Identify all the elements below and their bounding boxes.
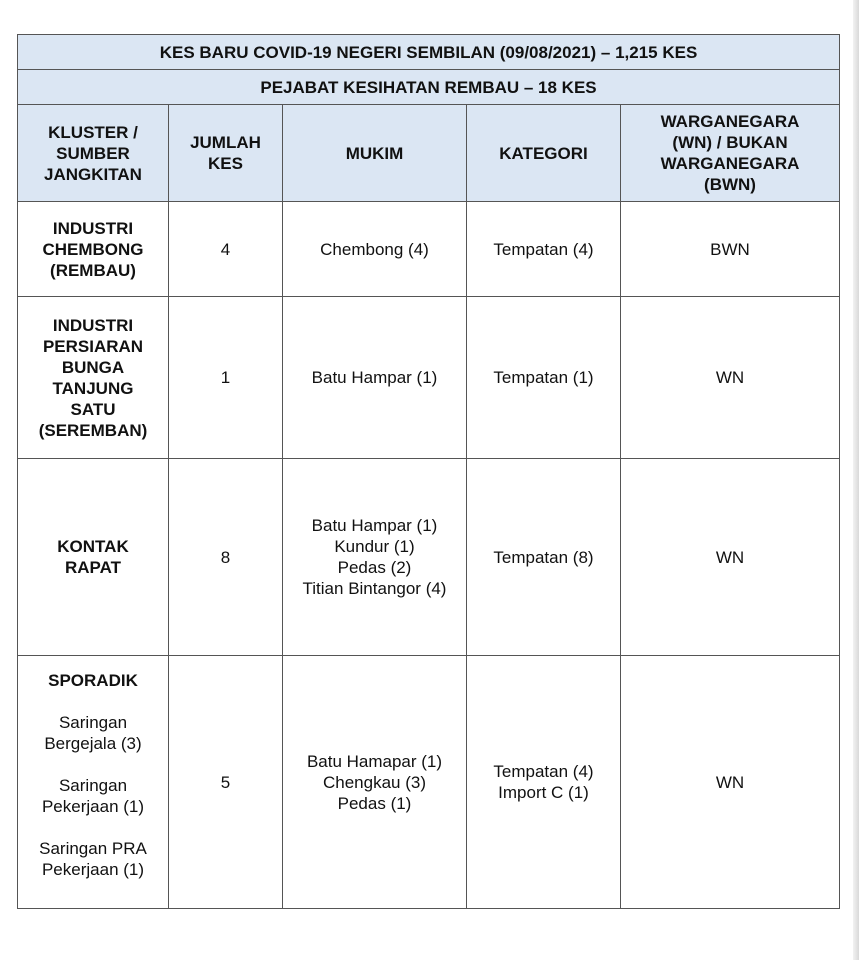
kluster-cell <box>18 297 169 459</box>
table-title: KES BARU COVID-19 NEGERI SEMBILAN (09/08/2021) – 1,215 KES <box>18 35 840 70</box>
table-row <box>18 297 840 459</box>
kluster-sub-line: Saringan <box>58 776 128 795</box>
mukim-entry: Kundur (1) <box>334 537 415 556</box>
wn-cell: WN <box>621 656 840 909</box>
kategori-entry: Tempatan (8) <box>493 547 594 567</box>
kluster-line: (SEREMBAN) <box>38 420 148 440</box>
header-row <box>18 105 840 202</box>
mukim-entry: Pedas (2) <box>337 558 412 577</box>
kategori-entry: Import C (1) <box>498 783 589 802</box>
mukim-cell <box>283 297 467 459</box>
jumlah-cell: 5 <box>169 656 283 909</box>
kategori-entry: Tempatan (1) <box>493 368 594 387</box>
kategori-entry: Tempatan (4) <box>493 762 594 781</box>
header-wn-line: WARGANEGARA <box>660 154 800 173</box>
page-edge <box>853 0 859 960</box>
kluster-line: RAPAT <box>64 558 122 577</box>
kluster-sub-line: Saringan <box>58 713 128 732</box>
mukim-entry: Batu Hamapar (1) <box>306 751 443 771</box>
header-wn-line: WARGANEGARA <box>660 112 800 131</box>
subtitle-row <box>18 70 840 105</box>
wn-cell: WN <box>621 459 840 656</box>
jumlah-cell: 1 <box>169 297 283 459</box>
mukim-entry: Batu Hampar (1) <box>311 516 438 535</box>
table-row <box>18 656 840 909</box>
jumlah-cell: 4 <box>169 202 283 297</box>
kategori-cell <box>467 202 621 297</box>
mukim-cell <box>283 656 467 909</box>
header-wn-line: (WN) / BUKAN <box>672 133 788 152</box>
header-kluster-line: SUMBER <box>56 143 130 163</box>
kluster-cell <box>18 459 169 656</box>
kluster-sub-entry <box>22 712 164 754</box>
header-kluster-line: JANGKITAN <box>44 164 142 184</box>
kluster-line: (REMBAU) <box>50 260 136 280</box>
mukim-entry: Titian Bintangor (4) <box>302 579 447 598</box>
header-jumlah-line: JUMLAH <box>190 133 261 152</box>
header-kluster-line: KLUSTER / <box>48 122 138 142</box>
table-row <box>18 459 840 656</box>
mukim-entry: Chengkau (3) <box>322 772 426 792</box>
kluster-cell <box>18 656 169 909</box>
cases-table <box>17 34 840 909</box>
kategori-cell <box>467 297 621 459</box>
kluster-sub-entry <box>22 838 164 880</box>
kategori-cell <box>467 656 621 909</box>
mukim-entry: Batu Hampar (1) <box>311 368 438 387</box>
table-subtitle: PEJABAT KESIHATAN REMBAU – 18 KES <box>18 70 840 105</box>
kluster-sub-line: Saringan PRA <box>39 839 147 858</box>
header-warganegara <box>621 105 840 202</box>
kategori-cell <box>467 459 621 656</box>
kluster-line: BUNGA <box>61 357 125 377</box>
title-row <box>18 35 840 70</box>
header-kategori: KATEGORI <box>467 105 621 202</box>
kluster-sub-line: Pekerjaan (1) <box>41 860 145 879</box>
kluster-cell <box>18 202 169 297</box>
header-kluster <box>18 105 169 202</box>
wn-cell: BWN <box>621 202 840 297</box>
header-mukim: MUKIM <box>283 105 467 202</box>
header-jumlah <box>169 105 283 202</box>
kluster-line: TANJUNG <box>52 378 134 398</box>
kluster-sub-line: Bergejala (3) <box>44 734 142 753</box>
wn-cell: WN <box>621 297 840 459</box>
kluster-line: CHEMBONG <box>42 239 144 259</box>
kluster-label: SPORADIK <box>48 671 138 690</box>
header-wn-line: (BWN) <box>704 175 756 194</box>
kluster-sub-entry <box>22 775 164 817</box>
mukim-entry: Pedas (1) <box>337 793 412 813</box>
kluster-line: KONTAK <box>57 537 129 556</box>
kategori-entry: Tempatan (4) <box>493 239 594 259</box>
table-row <box>18 202 840 297</box>
kluster-line: INDUSTRI <box>52 218 134 238</box>
kluster-sub-line: Pekerjaan (1) <box>41 797 145 816</box>
kluster-line: INDUSTRI <box>52 315 134 335</box>
mukim-cell <box>283 459 467 656</box>
jumlah-cell: 8 <box>169 459 283 656</box>
mukim-entry: Chembong (4) <box>320 239 429 259</box>
kluster-line: SATU <box>70 399 116 419</box>
header-jumlah-line: KES <box>208 154 243 173</box>
kluster-line: PERSIARAN <box>42 336 144 356</box>
mukim-cell <box>283 202 467 297</box>
